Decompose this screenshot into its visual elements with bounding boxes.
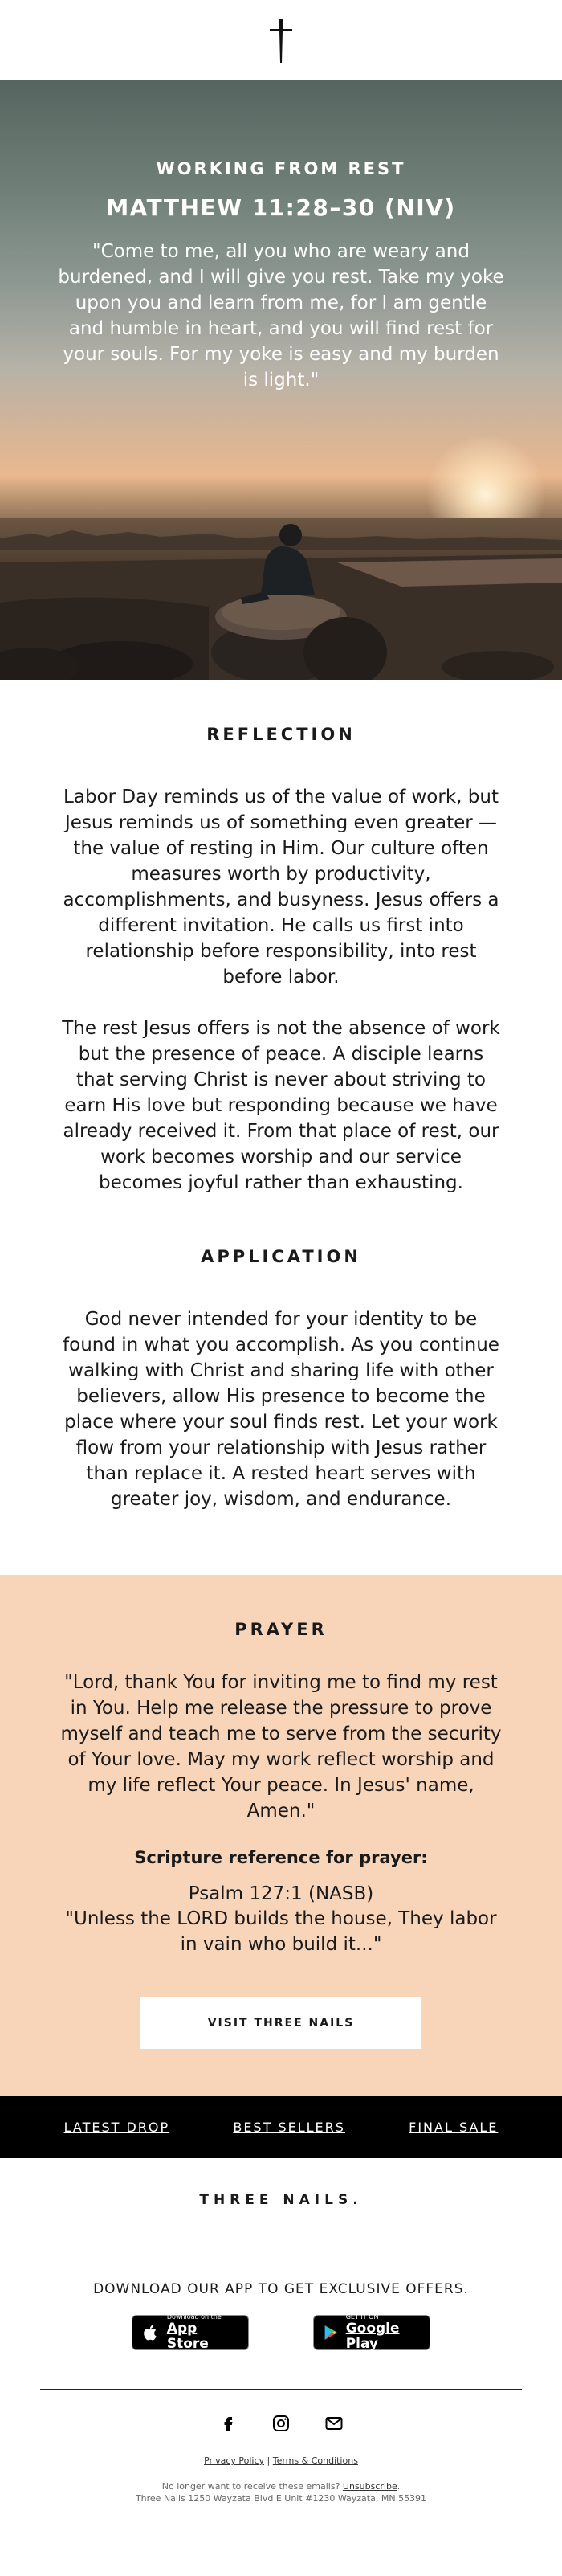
terms-link[interactable]: Terms & Conditions (272, 2455, 358, 2466)
hero-banner (0, 80, 562, 680)
privacy-policy-link[interactable]: Privacy Policy (204, 2455, 265, 2466)
application-section (0, 1196, 562, 1575)
footer-nav-bar (0, 2096, 562, 2158)
unsubscribe-line: No longer want to receive these emails? Unsubscribe. (161, 2481, 401, 2492)
google-play-icon (322, 2322, 340, 2343)
hero-verse-text: "Come to me, all you who are weary and burdened, and I will give you rest. Take my yoke upon you and learn from me, for I am gentle and humble in heart, and you will find rest for your souls. For my yoke is easy and my burden is light." (58, 241, 504, 390)
divider-line (40, 2389, 522, 2390)
unsubscribe-prompt: No longer want to receive these emails? (161, 2481, 343, 2492)
scripture-quote: "Unless the LORD builds the house, They labor in vain who build it..." (65, 1908, 497, 1955)
app-store-badges (0, 2315, 562, 2350)
app-store-big-text: App Store (166, 2320, 209, 2352)
prayer-heading: PRAYER (234, 1620, 328, 1639)
reflection-paragraph-2: The rest Jesus offers is not the absence of work but the presence of peace. A disciple learns that serving Christ is never about striving to earn His love but responding because we have already received it. From that place of rest, our work becomes worship and our service becomes joyful rather than exhausting. (62, 1018, 500, 1193)
instagram-icon[interactable] (271, 2414, 291, 2433)
application-paragraph: God never intended for your identity to be found in what you accomplish. As you continue walking with Christ and sharing life with other believers, allow His presence to become the place where your soul finds rest. Let your work flow from your relationship with Jesus rather than replace it. A rested heart serves with greater joy, wisdom, and endurance. (63, 1309, 499, 1510)
footer-fine-print (0, 2480, 562, 2521)
download-app-text: DOWNLOAD OUR APP TO GET EXCLUSIVE OFFERS. (93, 2281, 469, 2297)
hero-eyebrow: WORKING FROM REST (156, 159, 406, 178)
cross-logo-icon[interactable] (265, 16, 297, 64)
facebook-icon[interactable] (218, 2414, 238, 2433)
email-icon[interactable] (324, 2414, 344, 2433)
prayer-section (0, 1575, 562, 2096)
hero-scene-image (0, 514, 562, 680)
brand-wordmark[interactable]: THREE NAILS. (199, 2192, 363, 2208)
google-play-badge[interactable] (313, 2315, 430, 2350)
legal-separator: | (264, 2455, 273, 2466)
final-sale-link[interactable]: FINAL SALE (409, 2119, 499, 2135)
app-store-small-text: Download on the (166, 2313, 222, 2320)
google-play-small-text: GET IT ON (345, 2313, 379, 2320)
visit-three-nails-button[interactable]: VISIT THREE NAILS (140, 1997, 422, 2049)
reflection-section (0, 680, 562, 1196)
unsubscribe-link[interactable]: Unsubscribe (342, 2481, 397, 2492)
scripture-reference-label: Scripture reference for prayer: (134, 1848, 428, 1867)
apple-icon (140, 2322, 161, 2343)
social-links (0, 2414, 562, 2433)
reflection-paragraph-1: Labor Day reminds us of the value of work, but Jesus reminds us of something even greater — the value of resting in Him. Our culture often measures worth by productivity, accomplishments, and busyness. Jesus offers a different invitation. He calls us first into relationship before responsibility, into rest before labor. (63, 787, 499, 987)
hero-verse-reference: MATTHEW 11:28–30 (NIV) (106, 194, 456, 221)
reflection-heading: REFLECTION (206, 725, 356, 744)
google-play-big-text: Google Play (345, 2320, 400, 2352)
prayer-text: "Lord, thank You for inviting me to find my rest in You. Help me release the pressure to prove myself and teach me to serve from the security of Your love. May my work reflect worship and my life reflect Your peace. In Jesus' name, Amen." (60, 1672, 502, 1822)
application-heading: APPLICATION (201, 1247, 361, 1266)
latest-drop-link[interactable]: LATEST DROP (63, 2119, 170, 2135)
email-header (0, 0, 562, 80)
legal-links (0, 2455, 562, 2466)
hero-text-block (0, 159, 562, 393)
app-store-badge[interactable] (132, 2315, 249, 2350)
best-sellers-link[interactable]: BEST SELLERS (233, 2119, 345, 2135)
mailing-address: Three Nails 1250 Wayzata Blvd E Unit #1230 Wayzata, MN 55391 (135, 2493, 427, 2504)
scripture-citation: Psalm 127:1 (NASB) (188, 1883, 374, 1904)
